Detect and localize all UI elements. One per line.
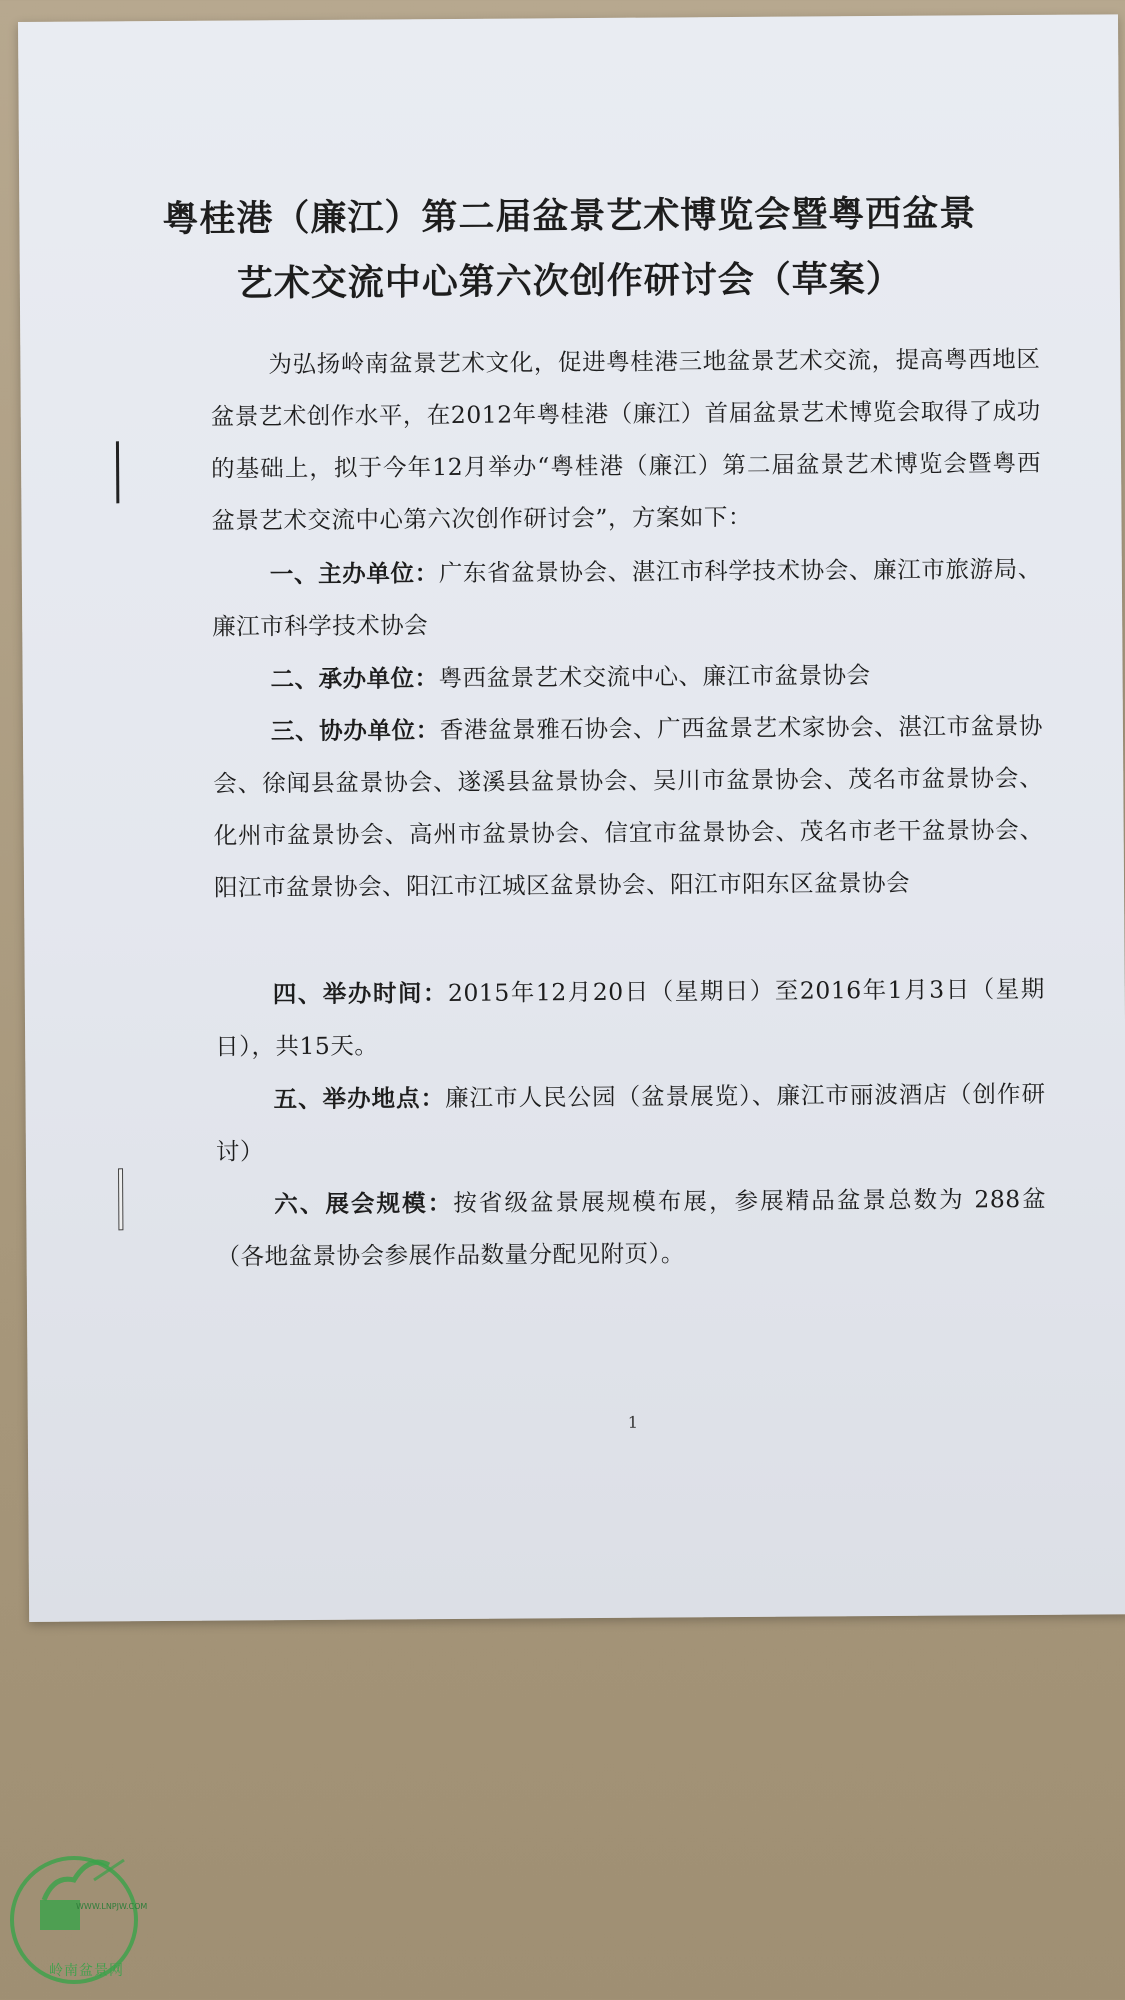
- document-title-line2: 艺术交流中心第六次创作研讨会（草案）: [236, 258, 903, 305]
- section-label: 四、举办时间：: [272, 979, 449, 1009]
- section-label: 三、协办单位：: [270, 716, 440, 746]
- watermark-url: WWW.LNPJW.COM: [76, 1902, 148, 1911]
- section-text: 粤西盆景艺术交流中心、廉江市盆景协会: [438, 661, 871, 693]
- section-text: 香港盆景雅石协会、广西盆景艺术家协会、湛江市盆景协会、徐闻县盆景协会、遂溪县盆景协会、吴川市盆景协会、茂名市盆景协会、化州市盆景协会、高州市盆景协会、信宜市盆景协会、茂名市老干盆景协会、阳江市盆景协会、阳江市江城区盆景协会、阳江市阳东区盆景协会: [213, 711, 1044, 902]
- section-time: [215, 963, 1046, 1073]
- section-text: 广东省盆景协会、湛江市科学技术协会、廉江市旅游局、廉江市科学技术协会: [212, 554, 1042, 641]
- page-number: 1: [627, 1412, 639, 1432]
- section-organizer: [212, 543, 1043, 653]
- section-venue: [215, 1068, 1046, 1178]
- section-text: 2015年12月20日（星期日）至2016年1月3日（星期日），共15天。: [215, 974, 1045, 1061]
- document-title-line1: 粤桂港（廉江）第二届盆景艺术博览会暨粤西盆景: [162, 193, 977, 240]
- section-label: 一、主办单位：: [269, 559, 439, 589]
- section-co-organizer: [213, 700, 1044, 914]
- watermark-logo: [4, 1840, 154, 1990]
- intro-paragraph: 为弘扬岭南盆景艺术文化，促进粤桂港三地盆景艺术交流，提高粤西地区盆景艺术创作水平，在2012年粤桂港（廉江）首届盆景艺术博览会取得了成功的基础上，拟于今年12月举办“粤桂港（廉江）第二届盆景艺术博览会暨粤西盆景艺术交流中心第六次创作研讨会”，方案如下：: [210, 344, 1042, 535]
- section-text: 按省级盆景展规模布展，参展精品盆景总数为 288盆（各地盆景协会参展作品数量分配见附页）。: [216, 1184, 1047, 1271]
- document-page: [18, 14, 1125, 1622]
- section-label: 五、举办地点：: [273, 1084, 446, 1114]
- section-label: 六、展会规模：: [274, 1188, 454, 1219]
- section-scale: [216, 1173, 1047, 1283]
- binding-mark: [119, 1169, 122, 1229]
- binding-mark: [116, 441, 119, 503]
- watermark-site-name: 岭南盆景网: [49, 1963, 124, 1979]
- section-label: 二、承办单位：: [270, 664, 439, 694]
- section-undertaker: [212, 648, 1042, 706]
- section-text: 廉江市人民公园（盆景展览）、廉江市丽波酒店（创作研讨）: [215, 1079, 1046, 1166]
